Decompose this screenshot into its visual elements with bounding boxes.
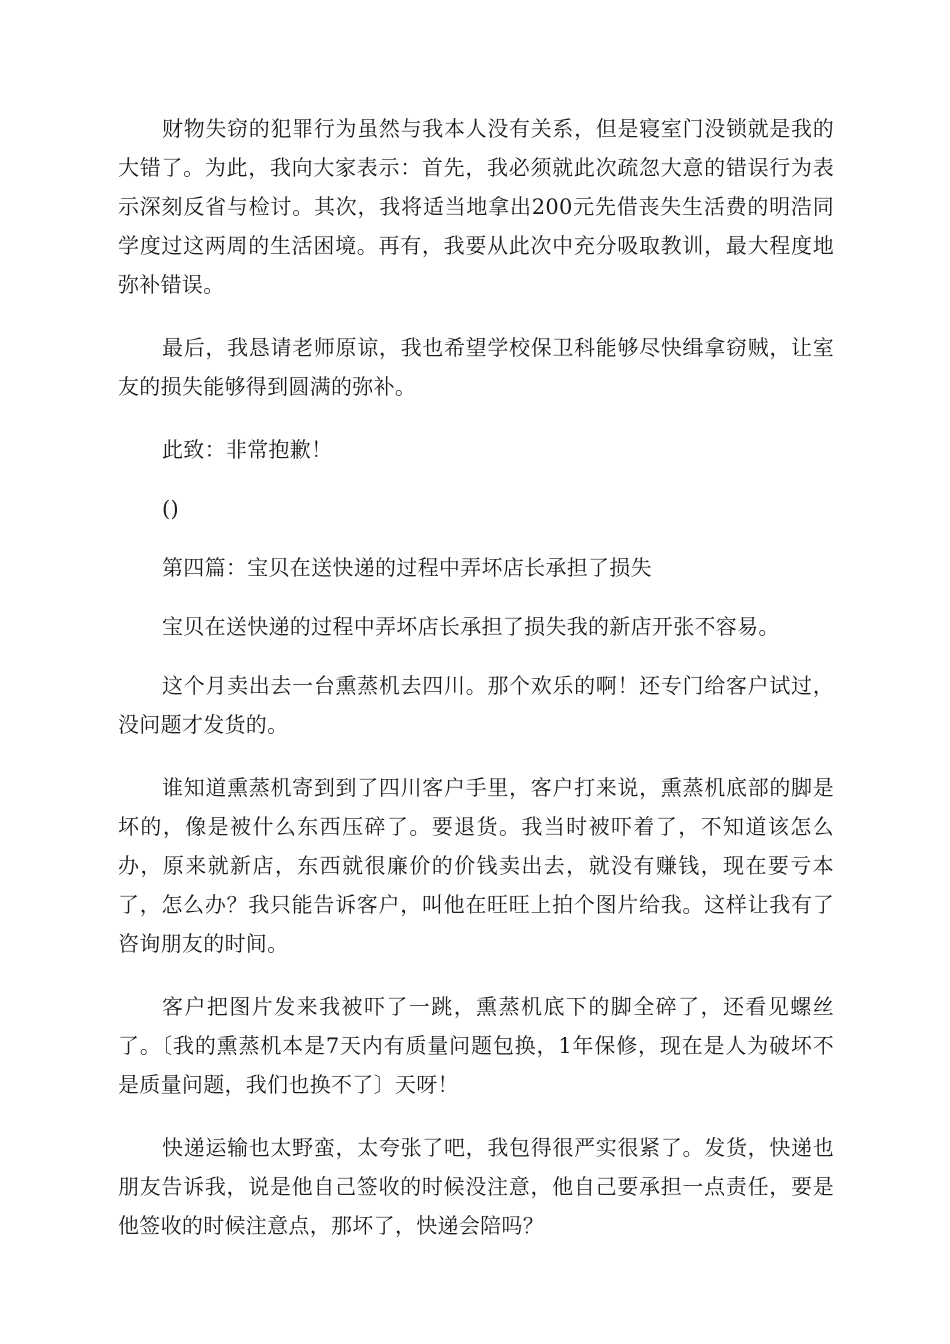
paragraph-signature-placeholder: () xyxy=(162,497,179,521)
paragraph-closing-request: 最后，我恳请老师原谅，我也希望学校保卫科能够尽快缉拿窃贼，让室友的损失能够得到圆满的弥补。 xyxy=(118,336,834,399)
paragraph-intro: 宝贝在送快递的过程中弄坏店长承担了损失我的新店开张不容易。 xyxy=(162,615,780,639)
section-heading: 第四篇：宝贝在送快递的过程中弄坏店长承担了损失 xyxy=(162,556,652,580)
paragraph-sale: 这个月卖出去一台熏蒸机去四川。那个欢乐的啊！还专门给客户试过，没问题才发货的。 xyxy=(118,674,834,737)
paragraph-complaint: 谁知道熏蒸机寄到到了四川客户手里，客户打来说，熏蒸机底部的脚是坏的，像是被什么东西压碎了。要退货。我当时被吓着了，不知道该怎么办，原来就新店，东西就很廉价的价钱卖出去，就没有赚钱，现在要亏本了，怎么办？我只能告诉客户，叫他在旺旺上拍个图片给我。这样让我有了咨询朋友的时间。 xyxy=(118,776,834,956)
document-page xyxy=(118,110,834,1270)
paragraph-apology-details: 财物失窃的犯罪行为虽然与我本人没有关系，但是寝室门没锁就是我的大错了。为此，我向大家表示：首先，我必须就此次疏忽大意的错误行为表示深刻反省与检讨。其次，我将适当地拿出200元先借丧失生活费的明浩同学度过这两周的生活困境。再有，我要从此次中充分吸取教训，最大程度地弥补错误。 xyxy=(118,117,834,297)
paragraph-courier: 快递运输也太野蛮，太夸张了吧，我包得很严实很紧了。发货，快递也朋友告诉我，说是他自己签收的时候没注意，他自己要承担一点责任，要是他签收的时候注意点，那坏了，快递会陪吗？ xyxy=(118,1136,834,1238)
paragraph-photo: 客户把图片发来我被吓了一跳，熏蒸机底下的脚全碎了，还看见螺丝了。〔我的熏蒸机本是7天内有质量问题包换，1年保修，现在是人为破坏不是质量问题，我们也换不了〕天呀！ xyxy=(118,995,834,1097)
paragraph-salutation: 此致：非常抱歉！ xyxy=(162,438,333,462)
